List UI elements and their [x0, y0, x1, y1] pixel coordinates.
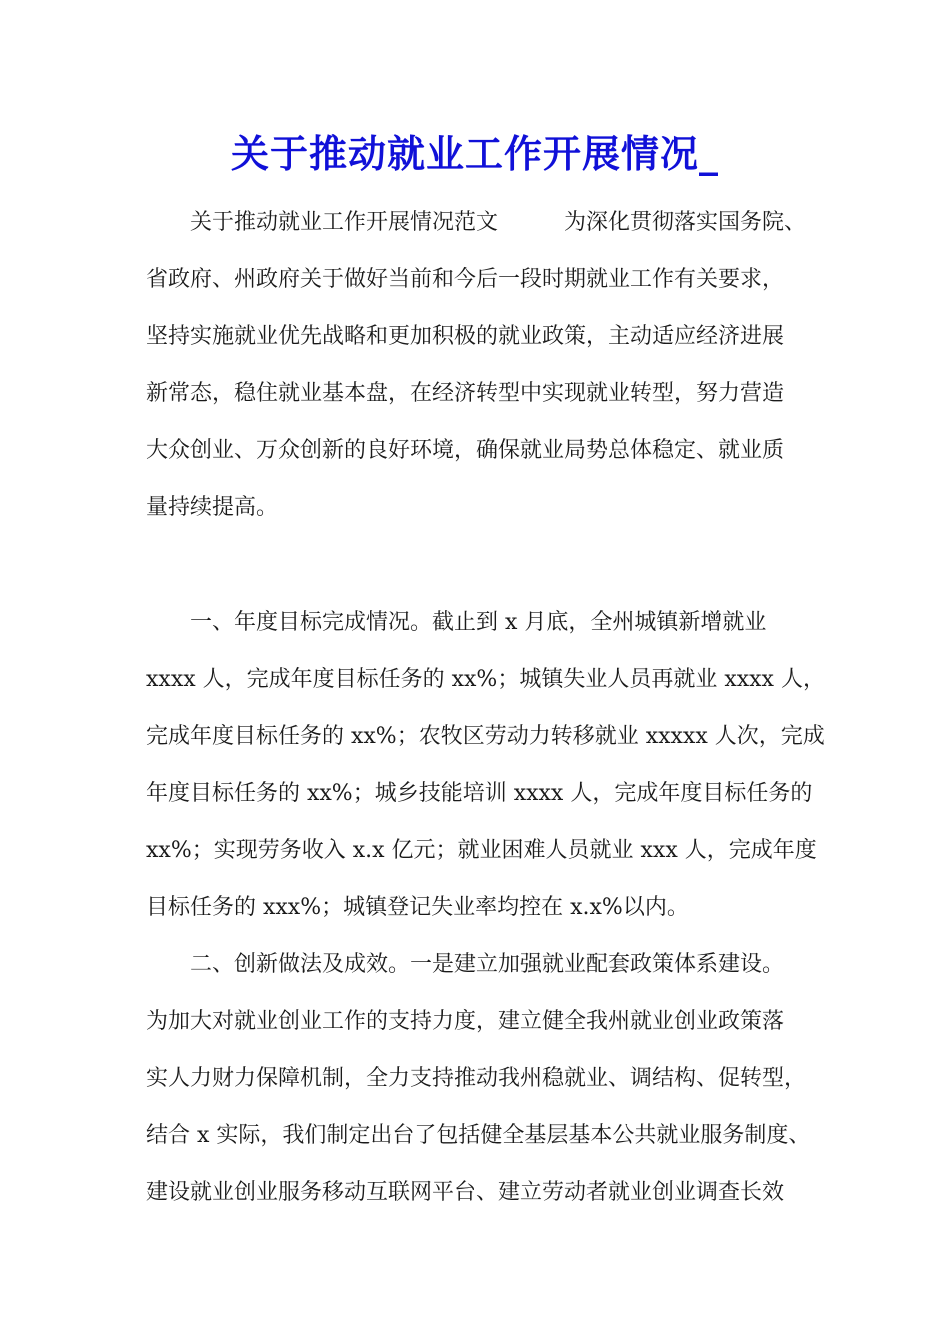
paragraph-3-line-1: 二、创新做法及成效。一是建立加强就业配套政策体系建设。	[146, 952, 785, 977]
paragraph-2-line-5: xx%；实现劳务收入 x.x 亿元；就业困难人员就业 xxx 人，完成年度	[146, 838, 817, 863]
paragraph-2-line-1: 一、年度目标完成情况。截止到 x 月底，全州城镇新增就业	[146, 610, 767, 635]
paragraph-3-line-3: 实人力财力保障机制，全力支持推动我州稳就业、调结构、促转型，	[146, 1066, 807, 1091]
paragraph-2-line-3: 完成年度目标任务的 xx%；农牧区劳动力转移就业 xxxxx 人次，完成	[146, 724, 825, 749]
paragraph-1-line-2: 省政府、州政府关于做好当前和今后一段时期就业工作有关要求，	[146, 267, 785, 292]
paragraph-3-line-4: 结合 x 实际，我们制定出台了包括健全基层基本公共就业服务制度、	[146, 1123, 811, 1148]
paragraph-1-line-5: 大众创业、万众创新的良好环境，确保就业局势总体稳定、就业质	[146, 438, 785, 463]
paragraph-2-line-4: 年度目标任务的 xx%；城乡技能培训 xxxx 人，完成年度目标任务的	[146, 781, 813, 806]
paragraph-2-line-6: 目标任务的 xxx%；城镇登记失业率均控在 x.x%以内。	[146, 895, 689, 920]
paragraph-1-line-6: 量持续提高。	[146, 495, 279, 520]
paragraph-3-line-2: 为加大对就业创业工作的支持力度，建立健全我州就业创业政策落	[146, 1009, 785, 1034]
paragraph-1-line-4: 新常态，稳住就业基本盘，在经济转型中实现就业转型，努力营造	[146, 381, 785, 406]
document-title: 关于推动就业工作开展情况_	[230, 132, 719, 176]
paragraph-2-line-2: xxxx 人，完成年度目标任务的 xx%；城镇失业人员再就业 xxxx 人，	[146, 667, 825, 692]
paragraph-1-line-3: 坚持实施就业优先战略和更加积极的就业政策，主动适应经济进展	[146, 324, 785, 349]
paragraph-3-line-5: 建设就业创业服务移动互联网平台、建立劳动者就业创业调查长效	[146, 1180, 785, 1205]
paragraph-1-line-1: 关于推动就业工作开展情况范文 为深化贯彻落实国务院、	[146, 210, 807, 235]
